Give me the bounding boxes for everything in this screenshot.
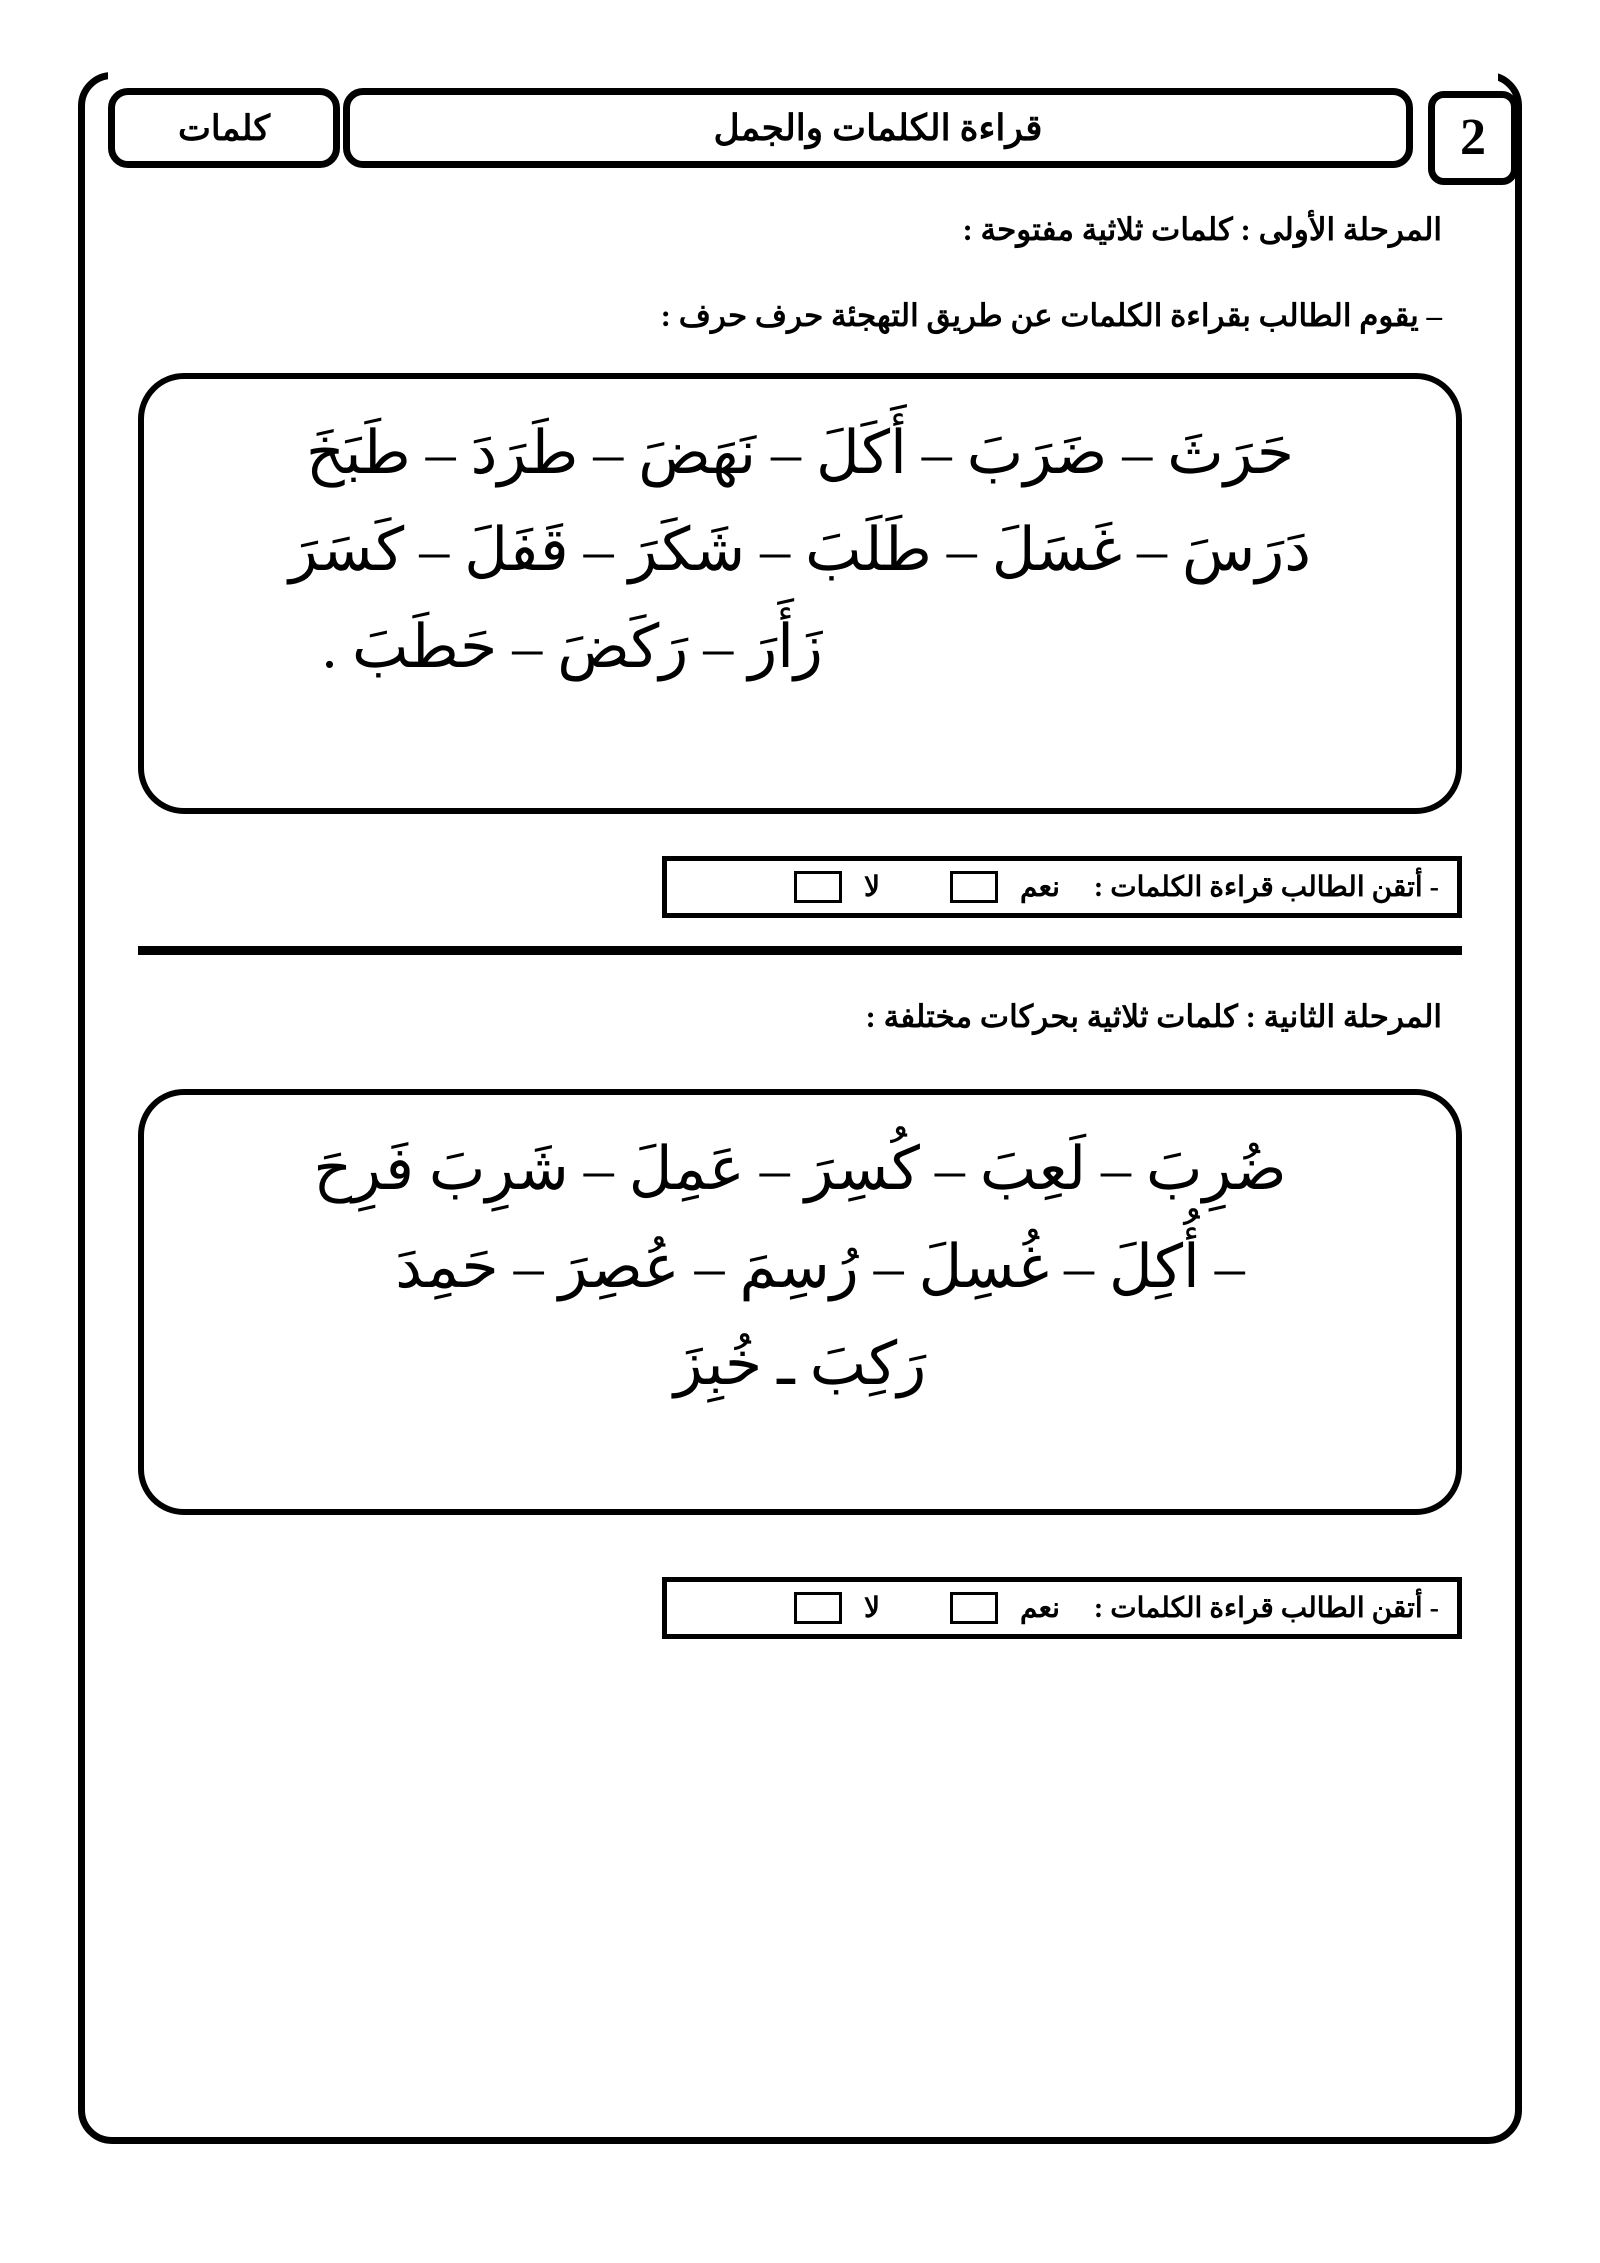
stage-two-word-line: رَكِبَ ـ خُبِزَ (673, 1330, 927, 1397)
stage-two-check-yes-label: نعم (1019, 1593, 1060, 1625)
stage-two-word-line: – أُكِلَ – غُسِلَ – رُسِمَ – عُصِرَ – حَمِدَ (395, 1233, 1245, 1300)
page-title: قراءة الكلمات والجمل (713, 108, 1043, 148)
stage-two-check-no-label: لا (863, 1593, 880, 1625)
stage-one-checkbox-no[interactable] (794, 871, 842, 903)
stage-one-checkbox-yes[interactable] (950, 871, 998, 903)
stage-two-checkbox-yes[interactable] (950, 1592, 998, 1624)
worksheet-content (78, 180, 1522, 2144)
stage-two-check-yes[interactable] (950, 1591, 1060, 1625)
stage-one-word-panel (138, 373, 1462, 815)
stage-one-instruction: – يقوم الطالب بقراءة الكلمات عن طريق التهجئة حرف حرف : (660, 298, 1442, 334)
stage-two-check-strip (662, 1577, 1462, 1639)
stage-two-word-line: ضُرِبَ – لَعِبَ – كُسِرَ – عَمِلَ – شَرِبَ فَرِحَ (313, 1136, 1287, 1203)
page-number-badge (1428, 91, 1518, 185)
section-stage-one (138, 180, 1462, 918)
stage-one-heading: المرحلة الأولى : كلمات ثلاثية مفتوحة : (962, 212, 1442, 247)
header-tab-words-label: كلمات (177, 108, 271, 148)
stage-one-check-yes-label: نعم (1019, 872, 1060, 904)
stage-two-checkbox-no[interactable] (794, 1592, 842, 1624)
section-stage-two (138, 997, 1462, 1639)
frame-notch-mask (108, 68, 1498, 82)
stage-two-check-strip-wrap (138, 1577, 1462, 1639)
worksheet-header (78, 88, 1528, 180)
stage-one-word-line: دَرَسَ – غَسَلَ – طَلَبَ – شَكَرَ – قَفَلَ – كَسَرَ (289, 516, 1311, 583)
stage-two-check-no[interactable] (794, 1591, 880, 1625)
stage-one-check-no[interactable] (794, 870, 880, 904)
page-number-label: 2 (1460, 109, 1486, 166)
header-tab-title (343, 88, 1413, 168)
stage-one-check-label: - أتقن الطالب قراءة الكلمات : (1093, 872, 1439, 904)
stage-one-check-yes[interactable] (950, 870, 1060, 904)
header-tab-words[interactable] (108, 88, 340, 168)
stage-two-check-label: - أتقن الطالب قراءة الكلمات : (1093, 1593, 1439, 1625)
stage-one-word-line: حَرَثَ – ضَرَبَ – أَكَلَ – نَهَضَ – طَرَدَ – طَبَخَ (306, 419, 1294, 486)
stage-one-check-strip (662, 856, 1462, 918)
stage-one-check-strip-wrap (138, 856, 1462, 918)
stage-two-word-panel (138, 1089, 1462, 1515)
stage-one-word-line: زَأَرَ – رَكَضَ – حَطَبَ . (322, 613, 823, 680)
stage-divider (138, 946, 1462, 955)
stage-two-heading: المرحلة الثانية : كلمات ثلاثية بحركات مختلفة : (865, 999, 1442, 1035)
stage-one-check-no-label: لا (863, 872, 880, 904)
